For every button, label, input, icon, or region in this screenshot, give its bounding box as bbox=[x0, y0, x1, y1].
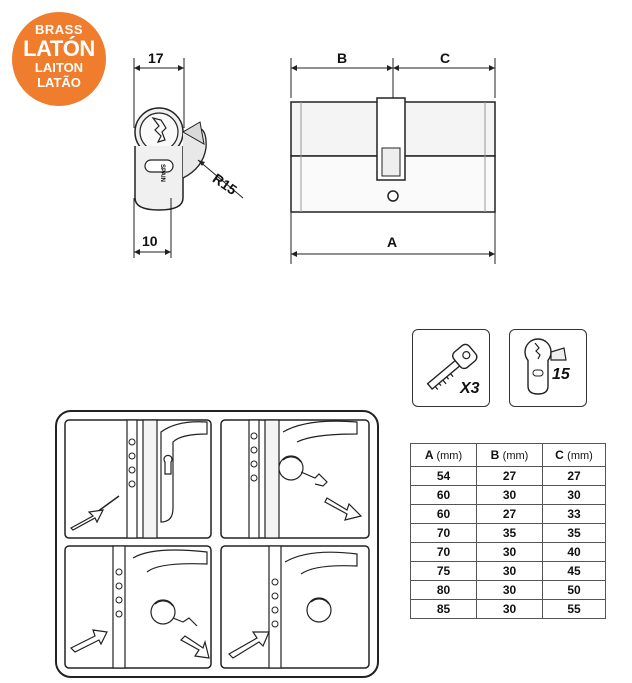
dim-front-width: 17 bbox=[148, 50, 164, 66]
badge-line-brass: BRASS bbox=[34, 22, 83, 37]
table-row: 70 35 35 bbox=[411, 524, 606, 543]
size-table bbox=[410, 443, 606, 619]
badge-line-laton: LATÓN bbox=[23, 36, 95, 61]
cam-info-box bbox=[509, 329, 587, 407]
brand-mark: SPAIN bbox=[158, 164, 165, 182]
material-badge bbox=[12, 12, 106, 106]
dim-label-a: A bbox=[387, 234, 398, 250]
cylinder-cam-icon bbox=[510, 330, 586, 406]
table-header-c: C (mm) bbox=[543, 444, 606, 467]
badge-line-laiton: LAITON bbox=[34, 60, 84, 75]
dim-front-bottom: 10 bbox=[142, 233, 158, 249]
table-row: 60 30 30 bbox=[411, 486, 606, 505]
front-view-drawing bbox=[118, 48, 258, 268]
table-row: 80 30 50 bbox=[411, 581, 606, 600]
badge-line-latao: LATÃO bbox=[37, 75, 81, 90]
installation-instructions bbox=[55, 410, 379, 678]
table-row: 70 30 40 bbox=[411, 543, 606, 562]
dim-label-c: C bbox=[440, 50, 451, 66]
side-view-drawing bbox=[285, 48, 500, 268]
table-header-b: B (mm) bbox=[477, 444, 543, 467]
cam-angle-label: 15 bbox=[552, 366, 570, 383]
dim-label-b: B bbox=[337, 50, 348, 66]
dim-radius: R15 bbox=[209, 170, 240, 198]
size-table-wrapper bbox=[410, 443, 606, 619]
keys-info-box bbox=[412, 329, 490, 407]
keys-count-label: X3 bbox=[460, 380, 480, 397]
table-row: 75 30 45 bbox=[411, 562, 606, 581]
table-row: 85 30 55 bbox=[411, 600, 606, 619]
table-row: 60 27 33 bbox=[411, 505, 606, 524]
table-header-a: A (mm) bbox=[411, 444, 477, 467]
table-row: 54 27 27 bbox=[411, 467, 606, 486]
